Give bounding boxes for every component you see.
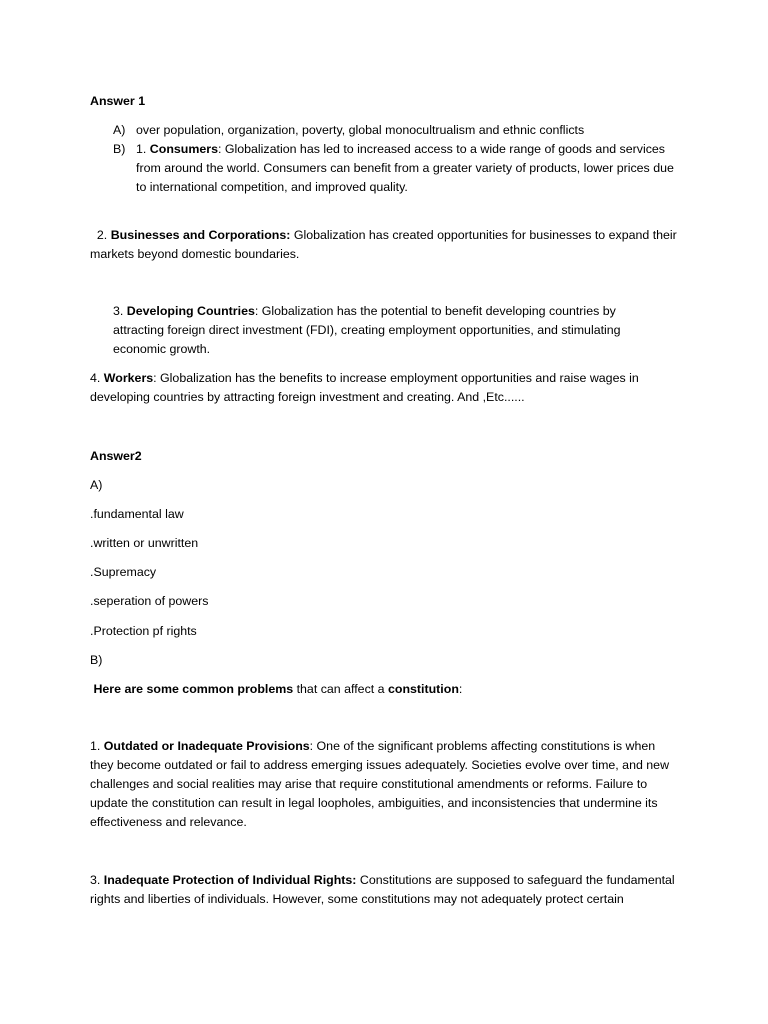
answer1-point-businesses <box>90 226 690 264</box>
point-text: : One of the significant problems affecting constitutions is when they become outdated or fail to address emerging issues adequately. Societies evolve over time, and new challenges and social realities may arise that require constitutional amendments or reforms. Failure to update the constitution can result in legal loopholes, ambiguities, and inconsistencies that undermine its effectiveness and relevance. <box>90 739 670 829</box>
answer1-point-workers <box>90 369 670 407</box>
point-title: Outdated or Inadequate Provisions <box>103 739 310 753</box>
point-text: : Globalization has the benefits to increase employment opportunities and raise wages in developing countries by attracting foreign investment and creating. And ,Etc...... <box>90 371 639 404</box>
intro-bold: constitution <box>388 682 459 696</box>
point-number: 4. <box>90 371 101 385</box>
point-text: Constitutions are supposed to safeguard the fundamental rights and liberties of individuals. However, some constitutions may not adequately protect certain <box>90 873 675 906</box>
answer2-b-marker: B) <box>90 653 103 667</box>
point-text: Globalization has created opportunities for businesses to expand their markets beyond domestic boundaries. <box>90 228 677 261</box>
point-number: 3. <box>90 873 101 887</box>
answer2-a-marker: A) <box>90 478 103 492</box>
point-number: 2. <box>96 228 108 242</box>
answer2-list-item: .Supremacy <box>90 565 157 579</box>
point-title: Inadequate Protection of Individual Rights: <box>103 873 357 887</box>
intro-bold: Here are some common problems <box>93 682 294 696</box>
answer2-problem-outdated <box>90 737 678 832</box>
answer1-heading: Answer 1 <box>90 94 146 108</box>
point-number: 3. <box>113 304 124 318</box>
intro-text: that can affect a <box>293 682 388 696</box>
point-title: Businesses and Corporations: <box>110 228 291 242</box>
point-number: 1. <box>136 142 147 156</box>
answer1-point-consumers <box>136 140 676 197</box>
answer2-list-item: .Protection pf rights <box>90 624 197 638</box>
answer1-a-marker: A) <box>113 123 126 137</box>
answer2-intro <box>90 680 690 699</box>
answer2-list-item: .written or unwritten <box>90 536 199 550</box>
answer2-list-item: .fundamental law <box>90 507 184 521</box>
answer2-heading: Answer2 <box>90 449 142 463</box>
answer1-point-developing <box>113 302 658 359</box>
point-title: Workers <box>103 371 154 385</box>
answer2-list-item: .seperation of powers <box>90 594 209 608</box>
point-text: : Globalization has led to increased access to a wide range of goods and services from around the world. Consumers can benefit from a greater variety of products, lower prices due to international competition, and improved quality. <box>136 142 674 194</box>
answer2-problem-rights <box>90 871 682 909</box>
answer1-b-marker: B) <box>113 142 126 156</box>
point-text: : Globalization has the potential to benefit developing countries by attracting foreign direct investment (FDI), creating employment opportunities, and stimulating economic growth. <box>113 304 621 356</box>
point-title: Developing Countries <box>126 304 255 318</box>
intro-text: : <box>458 682 463 696</box>
point-title: Consumers <box>149 142 218 156</box>
point-number: 1. <box>90 739 101 753</box>
answer1-a-text: over population, organization, poverty, global monocultrualism and ethnic conflicts <box>136 123 585 137</box>
